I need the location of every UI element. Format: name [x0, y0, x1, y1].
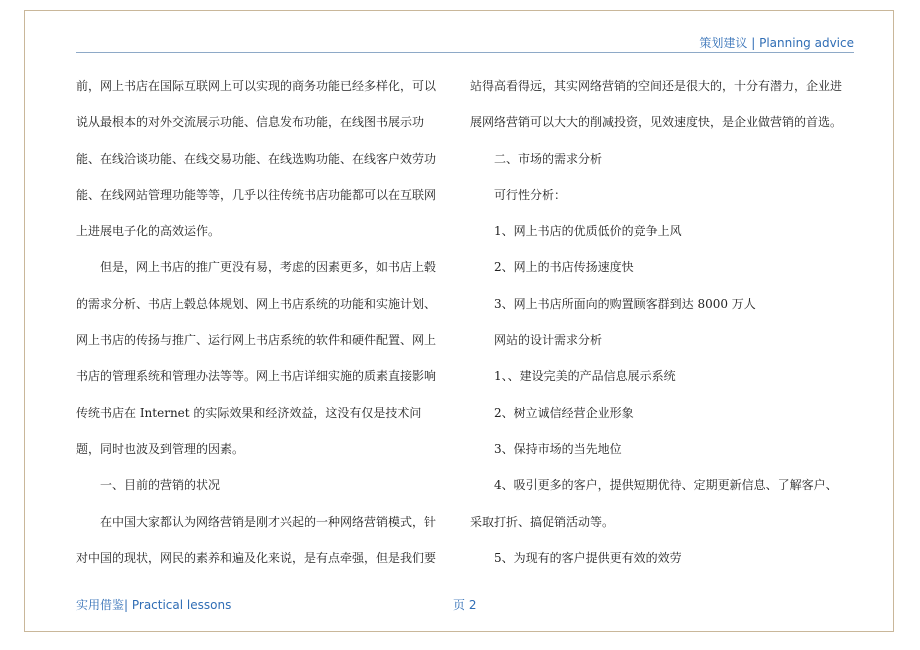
footer-label: 实用借鉴| Practical lessons	[76, 598, 232, 612]
left-line-13: 在中国大家都认为网络营销是刚才兴起的一种网络营销模式，针	[100, 514, 437, 529]
left-line-8: 网上书店的传扬与推广、运行网上书店系统的软件和硬件配置、网上	[76, 333, 437, 348]
right-line-3: 二、市场的需求分析	[494, 151, 603, 166]
left-line-2: 说从最根本的对外交流展示功能、信息发布功能，在线图书展示功	[76, 115, 425, 130]
left-line-6: 但是，网上书店的推广更没有易，考虑的因素更多，如书店上毂	[100, 260, 437, 275]
right-line-9: 1、、建设完美的产品信息展示系统	[494, 369, 676, 384]
left-line-12: 一、目前的营销的状况	[100, 478, 221, 493]
left-line-10: 传统书店在 Internet 的实际效果和经济效益，这没有仅是技术问	[76, 405, 422, 420]
right-line-13: 采取打折、搞促销活动等。	[470, 514, 615, 529]
right-line-6: 2、网上的书店传扬速度快	[494, 260, 634, 275]
left-line-4: 能、在线网站管理功能等等，几乎以往传统书店功能都可以在互联网	[76, 187, 437, 202]
right-line-12: 4、吸引更多的客户，提供短期优待、定期更新信息、了解客户、	[494, 478, 838, 493]
right-line-2: 展网络营销可以大大的削减投资，见效速度快，是企业做营销的首选。	[470, 115, 843, 130]
left-line-9: 书店的管理系统和管理办法等等。网上书店详细实施的质素直接影响	[76, 369, 437, 384]
right-line-4: 可行性分析：	[494, 187, 567, 202]
right-line-14: 5、为现有的客户提供更有效的效劳	[494, 550, 682, 565]
right-line-11: 3、保持市场的当先地位	[494, 441, 622, 456]
left-text-column	[76, 68, 450, 576]
left-line-7: 的需求分析、书店上毂总体规划、网上书店系统的功能和实施计划、	[76, 296, 437, 311]
header-label: 策划建议 | Planning advice	[699, 36, 854, 50]
left-line-5: 上进展电子化的高效运作。	[76, 224, 221, 239]
right-text-column	[470, 68, 858, 576]
header-divider	[76, 52, 854, 53]
right-line-8: 网站的设计需求分析	[494, 333, 603, 348]
right-line-10: 2、树立诚信经营企业形象	[494, 405, 634, 420]
right-line-1: 站得高看得远，其实网络营销的空间还是很大的，十分有潜力，企业进	[470, 79, 843, 93]
left-line-1: 前，网上书店在国际互联网上可以实现的商务功能已经多样化，可以	[76, 79, 437, 93]
left-line-3: 能、在线洽谈功能、在线交易功能、在线选购功能、在线客户效劳功	[76, 151, 437, 166]
left-line-14: 对中国的现状，网民的素养和遍及化来说，是有点牵强，但是我们要	[76, 550, 437, 565]
right-line-7: 3、网上书店所面向的购置顾客群到达 8000 万人	[494, 296, 756, 311]
right-line-5: 1、网上书店的优质低价的竞争上风	[494, 224, 682, 239]
page-number: 页 2	[453, 598, 477, 612]
left-line-11: 题，同时也波及到管理的因素。	[76, 441, 245, 456]
